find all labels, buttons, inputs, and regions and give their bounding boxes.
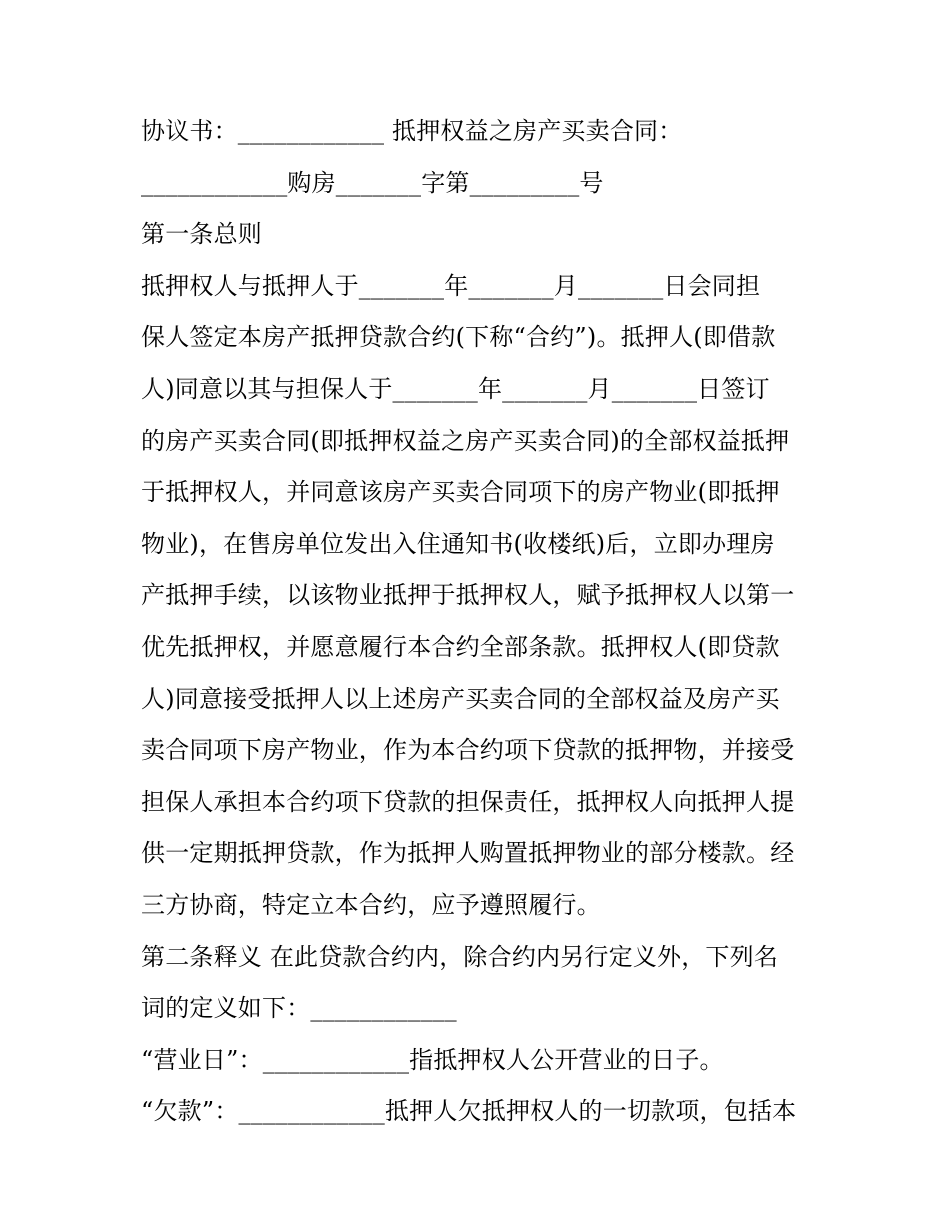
definition-line: “欠款”：____________抵押人欠抵押权人的一切款项，包括本 (141, 1097, 797, 1126)
section-heading: 第二条释义 在此贷款合约内，除合约内另行定义外，下列名 (141, 942, 779, 971)
document-line: 卖合同项下房产物业，作为本合约项下贷款的抵押物，并接受 (141, 736, 795, 765)
definition-line: “营业日”：____________指抵押权人公开营业的日子。 (141, 1045, 724, 1074)
document-line: ____________购房_______字第_________号 (141, 168, 604, 197)
document-line: 担保人承担本合约项下贷款的担保责任，抵押权人向抵押人提 (141, 787, 795, 816)
document-line: 人)同意接受抵押人以上述房产买卖合同的全部权益及房产买 (141, 684, 780, 713)
document-line: 物业)，在售房单位发出入住通知书(收楼纸)后，立即办理房 (141, 529, 775, 558)
document-line: 人)同意以其与担保人于_______年_______月_______日签订 (141, 374, 770, 403)
document-line: 优先抵押权，并愿意履行本合约全部条款。抵押权人(即贷款 (141, 632, 780, 661)
document-line: 保人签定本房产抵押贷款合约(下称“合约”)。抵押人(即借款 (141, 323, 776, 352)
document-body (141, 106, 821, 1138)
document-line: 协议书：____________ 抵押权益之房产买卖合同： (141, 117, 683, 145)
document-line: 的房产买卖合同(即抵押权益之房产买卖合同)的全部权益抵押 (141, 426, 790, 455)
document-line: 词的定义如下：____________ (141, 994, 457, 1023)
section-heading: 第一条总则 (141, 220, 262, 249)
document-line: 抵押权人与抵押人于_______年_______月_______日会同担 (141, 271, 761, 300)
document-line: 产抵押手续，以该物业抵押于抵押权人，赋予抵押权人以第一 (141, 581, 795, 610)
document-line: 三方协商，特定立本合约，应予遵照履行。 (141, 890, 601, 919)
document-line: 于抵押权人，并同意该房产买卖合同项下的房产物业(即抵押 (141, 478, 780, 507)
document-line: 供一定期抵押贷款，作为抵押人购置抵押物业的部分楼款。经 (141, 839, 795, 868)
